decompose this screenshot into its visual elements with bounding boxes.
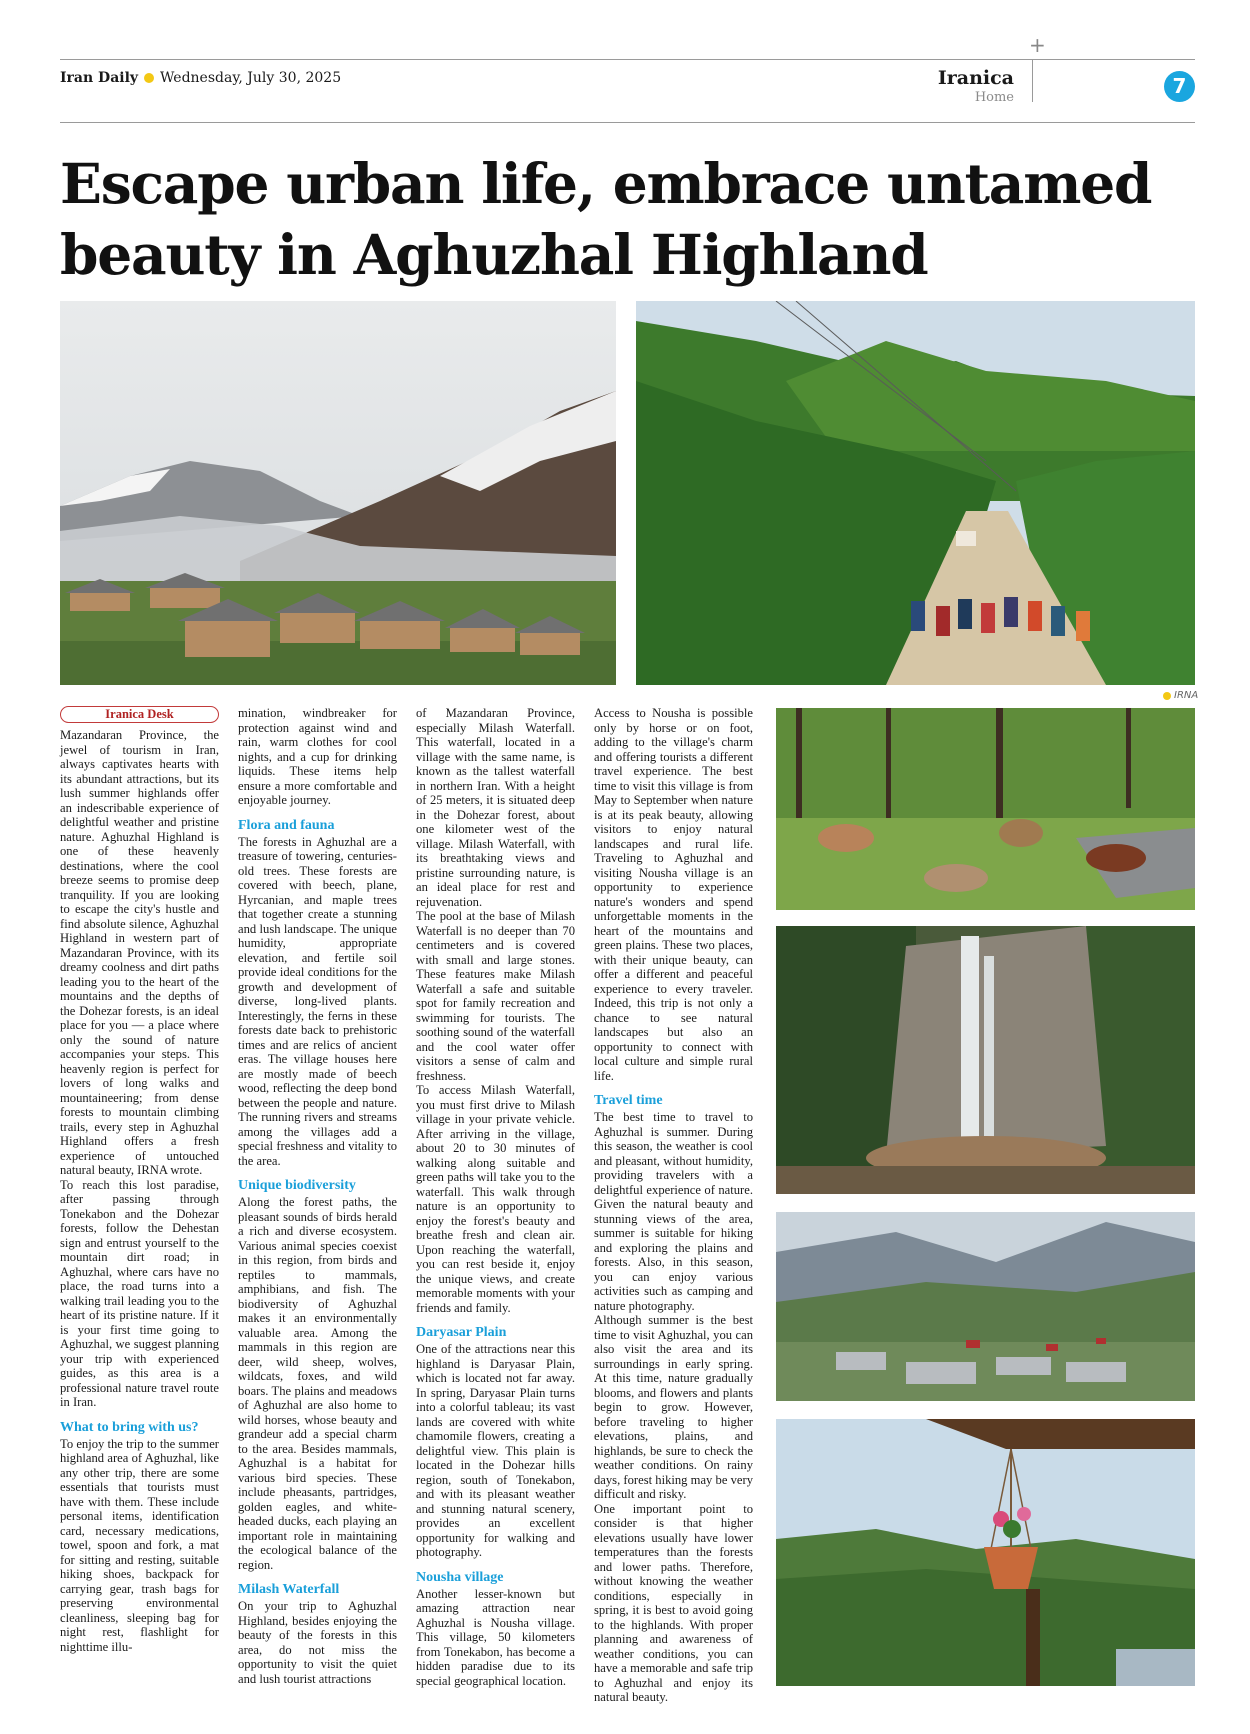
headline [60, 148, 1195, 290]
subheading-travel-time: Travel time [594, 1093, 663, 1108]
subheading-milash-waterfall: Milash Waterfall [238, 1582, 340, 1597]
photo-credit: IRNA [1163, 690, 1198, 701]
article-column-1 [60, 706, 219, 1654]
paragraph: Another lesser-known but amazing attraction near Aghuzhal is Nousha village. This village, 50 kilometers from Tonekabon, has become a hidden paradise due to its special geographical location. [416, 1586, 575, 1688]
paragraph: Access to Nousha is possible only by horse or on foot, adding to the village's charm and offering tourists a different travel experience. The best time to visit this village is from May to September when nature is at its peak beauty, allowing visitors to enjoy natural landscapes and rural life. Traveling to Aghuzhal and visiting Nousha village is an opportunity to experience nature's wonders and spend unforgettable moments in the heart of the mountains and green plains. These two places, with their unique beauty, can offer a different and peaceful experience to every traveler. Indeed, this trip is not only a chance to see natural landscapes but also an opportunity to connect with local culture and simple rural life. [594, 706, 753, 1083]
paragraph: Along the forest paths, the pleasant sounds of birds herald a rich and diverse ecosystem. Various animal species coexist in this region, from birds and reptiles to mammals, amphibians, and fish. The biodiversity of Aghuzhal makes it an environmentally valuable area. Among the mammals in this region are deer, wild sheep, wolves, wildcats, foxes, and wild boars. The plains and meadows of Aghuzhal are also home to wild horses, whose beauty and grandeur add a special charm to the area. Besides mammals, Aghuzhal is a habitat for various bird species. These include pheasants, partridges, golden eagles, and white-headed ducks, each playing an important role in maintaining the ecological balance of the region. [238, 1195, 397, 1572]
photo-snowy-mountain-village [60, 301, 616, 685]
paragraph: One of the attractions near this highland is Daryasar Plain, which is located not far away. In spring, Daryasar Plain turns into a colorful tableau; its vast lands are covered with white chamomile flowers, creating a delightful view. This plain is located in the Dohezar hills region, south of Tonekabon, and with its pleasant weather and stunning natural scenery, provides an excellent opportunity for walking and photography. [416, 1342, 575, 1559]
paragraph: On your trip to Aghuzhal Highland, besides enjoying the beauty of the forests in this area, do not miss the opportunity to visit the quiet and lush tourist attractions [238, 1599, 397, 1686]
paragraph: The best time to travel to Aghuzhal is summer. During this season, the weather is cool and pleasant, without humidity, providing travelers with a delightful experience of nature. Given the natural beauty and stunning views of the area, summer is suitable for hiking and exploring the plains and forests. Also, in this season, you can enjoy various activities such as camping and nature photography. [594, 1110, 753, 1313]
registration-mark: + [1029, 33, 1046, 57]
masthead [60, 70, 341, 86]
photo-hanging-flower-pot-view [776, 1419, 1195, 1686]
photo-hikers-forest-trail [636, 301, 1195, 685]
subheading-flora-fauna: Flora and fauna [238, 817, 335, 833]
paragraph: To reach this lost paradise, after passing through Tonekabon and the Dohezar forests, follow the Dehestan sign and entrust yourself to the mountain dirt road; in Aghuzhal, where cars have no place, the road turns into a walking trail leading you to the heart of its pristine nature. If it is your first time going to Aghuzhal, we suggest planning your trip with experienced guides, as this area is a professional nature travel route in Iran. [60, 1177, 219, 1409]
paragraph: of Mazandaran Province, especially Milash Waterfall. This waterfall, located in a village with the same name, is known as the tallest waterfall in northern Iran. With a height of 25 meters, it is situated deep in the Dohezar forest, about one kilometer west of the village. Milash Waterfall, with its breathtaking views and pristine surrounding nature, is an ideal place for rest and rejuvenation. [416, 706, 575, 909]
paragraph: Although summer is the best time to visit Aghuzhal, you can also visit the area and its surroundings in early spring. At this time, nature gradually blooms, and flowers and plants begin to grow. However, before traveling to higher elevations, plains, and highlands, be sure to check the weather conditions. On rainy days, forest hiking may be very difficult and risky. [594, 1313, 753, 1501]
header-divider [1032, 60, 1033, 102]
photo-horses-meadow [776, 708, 1195, 910]
header-rule [60, 122, 1195, 123]
paragraph: mination, windbreaker for protection against wind and rain, warm clothes for cool nights, and a cup for drinking liquids. These items help ensure a more comfortable and enjoyable journey. [238, 706, 397, 807]
publication-name: Iran Daily [60, 70, 139, 86]
subheading-nousha-village: Nousha village [416, 1569, 504, 1585]
page-number-badge: 7 [1164, 71, 1195, 102]
paragraph: The forests in Aghuzhal are a treasure of towering, centuries-old trees. These forests are covered with beech, plane, Hyrcanian, and maple trees that together create a stunning and lush landscape. The unique humidity, appropriate elevation, and fertile soil provide ideal conditions for the growth and development of diverse, long-lived plants. Interestingly, the ferns in these forests date back to prehistoric times and are relics of ancient eras. The village houses here are mostly made of beech wood, reflecting the deep bond between the people and nature. The running rivers and streams among the villages add a special freshness and vitality to the area. [238, 834, 397, 1168]
headline-line-1: Escape urban life, embrace untamed [60, 151, 1152, 216]
top-rule [60, 59, 1195, 60]
section-subtitle: Home [974, 90, 1014, 105]
photo-highland-village-panorama [776, 1212, 1195, 1401]
paragraph: The pool at the base of Milash Waterfall is no deeper than 70 centimeters and is covered with small and large stones. These features make Milash Waterfall a safe and suitable spot for family recreation and swimming for tourists. The soothing sound of the waterfall and the cool water offer visitors a sense of calm and freshness. [416, 909, 575, 1083]
article-column-3 [416, 706, 575, 1688]
paragraph: To access Milash Waterfall, you must first drive to Milash village in your private vehicle. After arriving in the village, about 20 to 30 minutes of walking along suitable and green paths will take you to the waterfall. This walk through nature is an opportunity to enjoy the forest's beauty and breathe fresh and clean air. Upon reaching the waterfall, you can rest beside it, enjoy the unique views, and create memorable moments with your friends and family. [416, 1083, 575, 1315]
subheading-what-to-bring: What to bring with us? [60, 1419, 199, 1435]
section-name: Iranica [937, 67, 1014, 89]
paragraph: To enjoy the trip to the summer highland area of Aghuzhal, like any other trip, there are some essentials that tourists must have with them. These include personal items, identification card, necessary medications, towel, spoon and fork, a mat for sitting and resting, suitable hiking shoes, backpack for carrying gear, trash bags for preserving environmental cleanliness, sleeping bag for night rest, flashlight for nighttime illu- [60, 1436, 219, 1654]
article-column-4 [594, 706, 753, 1705]
article-column-2 [238, 706, 397, 1686]
headline-line-2: beauty in Aghuzhal Highland [60, 222, 928, 287]
yellow-dot-icon [1163, 692, 1171, 700]
byline: Iranica Desk [60, 706, 219, 723]
paragraph: One important point to consider is that higher elevations usually have lower temperatures than the forests and lower paths. Therefore, without knowing the weather conditions, especially in spring, it is best to avoid going to the highlands. With proper planning and awareness of weather conditions, you can have a memorable and safe trip to Aghuzhal and enjoy its natural beauty. [594, 1501, 753, 1704]
issue-date: Wednesday, July 30, 2025 [160, 70, 342, 86]
paragraph: Mazandaran Province, the jewel of tourism in Iran, always captivates hearts with its abundant attractions, but its lush summer highlands offer an indescribable experience of delightful weather and pristine nature. Aghuzhal Highland is one of these heavenly destinations, where the cool breeze seems to promise deep tranquility. If you are looking to escape the city's hustle and find absolute silence, Aghuzhal Highland in western part of Mazandaran Province, with its dreamy coolness and dirt paths leading you to the heart of the mountains and the depths of the Dohezar forests, is an ideal place for you — a place where only the sound of nature accompanies your steps. This heavenly region is perfect for lovers of long walks and mountaineering; from dense forests to mountain climbing trails, every step in Aghuzhal Highland offers a fresh experience of untouched natural beauty, IRNA wrote. [60, 728, 219, 1177]
subheading-daryasar-plain: Daryasar Plain [416, 1325, 507, 1340]
photo-waterfall [776, 926, 1195, 1194]
yellow-dot-icon [144, 73, 154, 83]
subheading-unique-biodiversity: Unique biodiversity [238, 1178, 356, 1193]
